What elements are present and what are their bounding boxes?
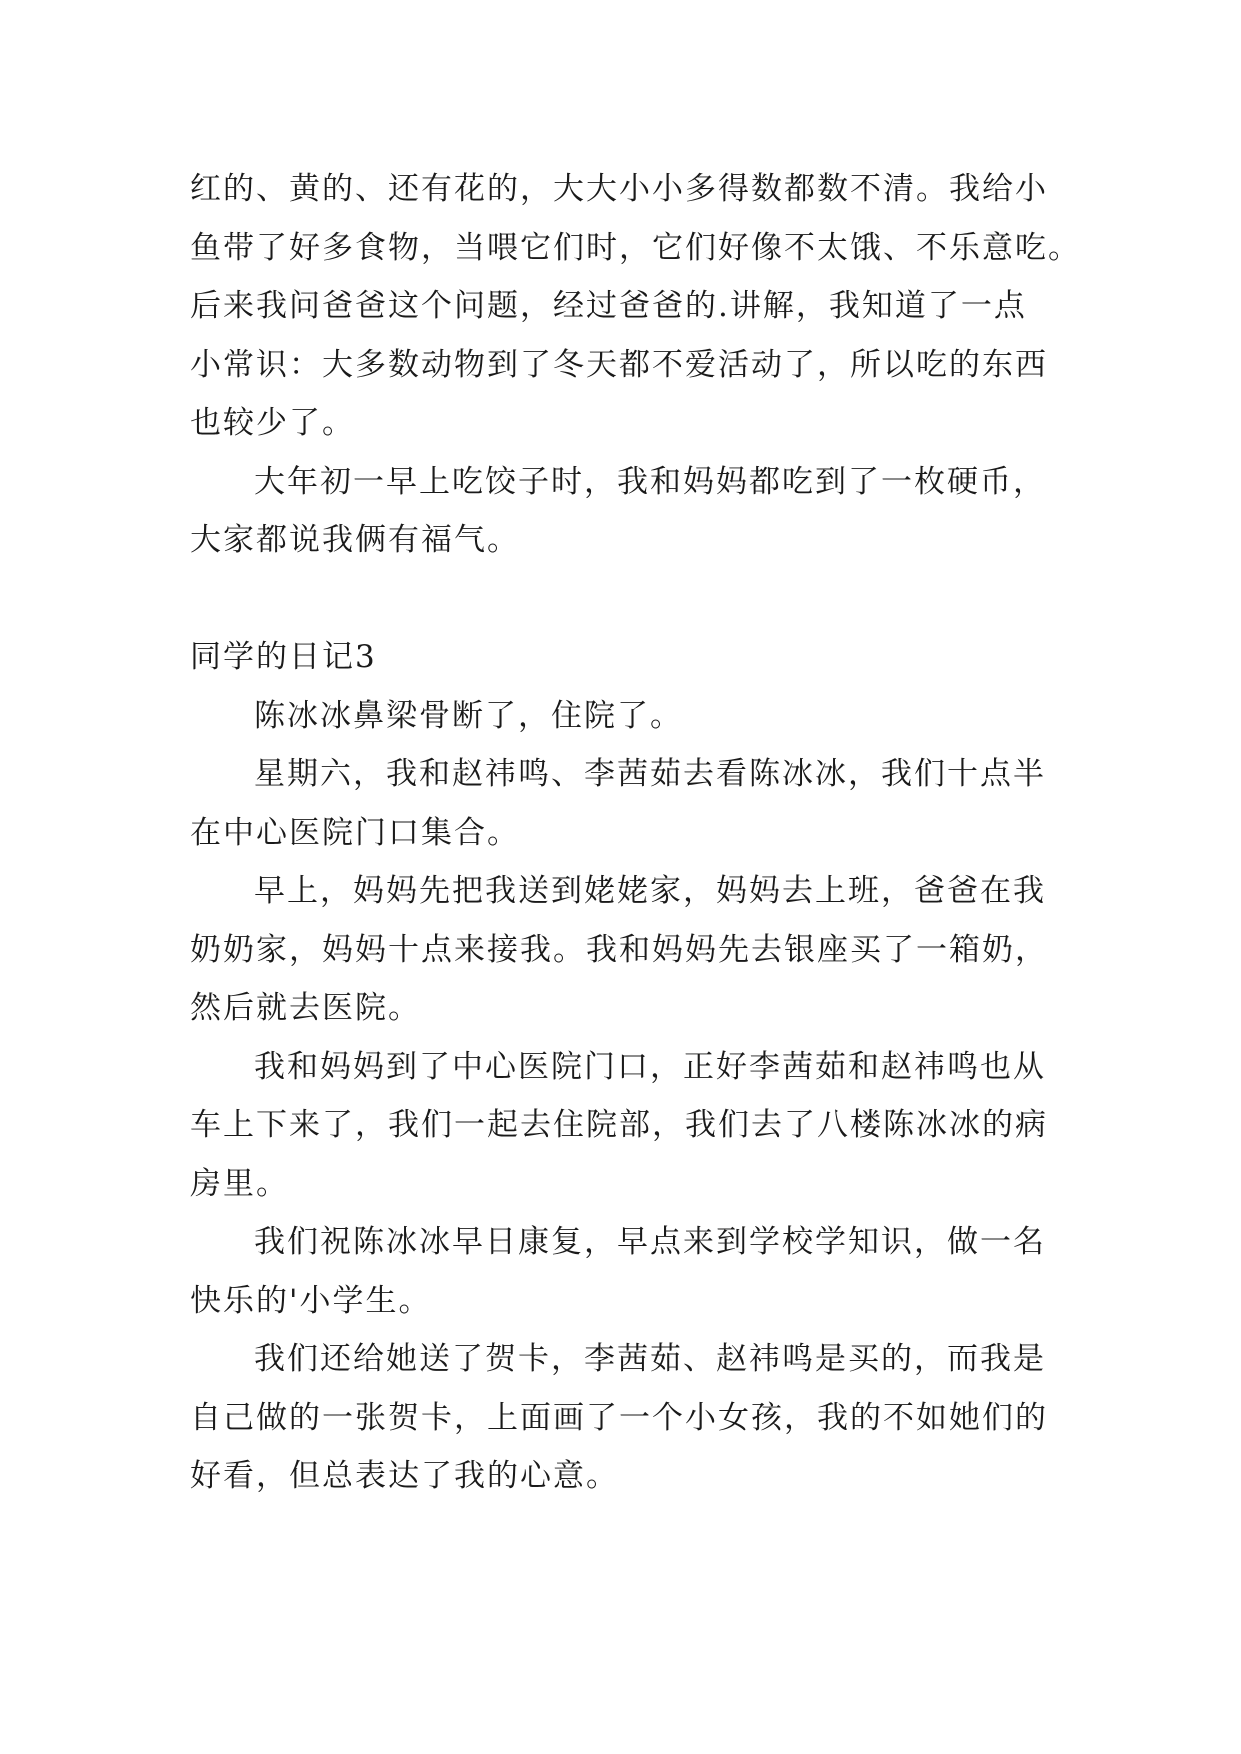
text-line: 快乐的'小学生。 xyxy=(190,1282,432,1319)
paragraph xyxy=(190,687,1062,746)
text-line: 我们还给她送了贺卡，李茜茹、赵祎鸣是买的，而我是 xyxy=(254,1341,1046,1377)
paragraph xyxy=(190,1330,1062,1506)
text-line: 大家都说我俩有福气。 xyxy=(190,522,520,558)
text-line: 小常识：大多数动物到了冬天都不爱活动了，所以吃的东西 xyxy=(190,346,1048,383)
text-line: 自己做的一张贺卡，上面画了一个小女孩，我的不如她们的 xyxy=(190,1399,1048,1436)
text-line: 也较少了。 xyxy=(190,405,355,441)
text-line: 然后就去医院。 xyxy=(190,990,421,1026)
text-line: 大年初一早上吃饺子时，我和妈妈都吃到了一枚硬币， xyxy=(254,463,1046,500)
text-line: 陈冰冰鼻梁骨断了，住院了。 xyxy=(254,697,683,734)
paragraph xyxy=(190,453,1062,570)
text-line: 我和妈妈到了中心医院门口，正好李茜茹和赵祎鸣也从 xyxy=(254,1048,1046,1085)
document-body xyxy=(190,160,1081,1506)
text-line: 鱼带了好多食物，当喂它们时，它们好像不太饿、不乐意吃。 xyxy=(190,229,1081,266)
blank-line xyxy=(190,570,1062,629)
paragraph xyxy=(190,160,1081,453)
paragraph xyxy=(190,862,1062,1038)
paragraph xyxy=(190,1213,1062,1330)
text-line: 星期六，我和赵祎鸣、李茜茹去看陈冰冰，我们十点半 xyxy=(254,756,1046,792)
section-title: 同学的日记3 xyxy=(190,639,377,675)
text-line: 早上，妈妈先把我送到姥姥家，妈妈去上班，爸爸在我 xyxy=(254,873,1046,909)
text-line: 房里。 xyxy=(190,1165,289,1202)
text-line: 奶奶家，妈妈十点来接我。我和妈妈先去银座买了一箱奶， xyxy=(190,931,1048,968)
text-line: 红的、黄的、还有花的，大大小小多得数都数不清。我给小 xyxy=(190,171,1048,207)
text-line: 在中心医院门口集合。 xyxy=(190,814,520,851)
text-line: 好看，但总表达了我的心意。 xyxy=(190,1458,619,1494)
paragraph xyxy=(190,1038,1062,1214)
text-line: 后来我问爸爸这个问题，经过爸爸的.讲解，我知道了一点 xyxy=(190,288,1027,324)
text-line: 我们祝陈冰冰早日康复，早点来到学校学知识，做一名 xyxy=(254,1224,1046,1260)
paragraph xyxy=(190,745,1062,862)
text-line: 车上下来了，我们一起去住院部，我们去了八楼陈冰冰的病 xyxy=(190,1107,1048,1143)
